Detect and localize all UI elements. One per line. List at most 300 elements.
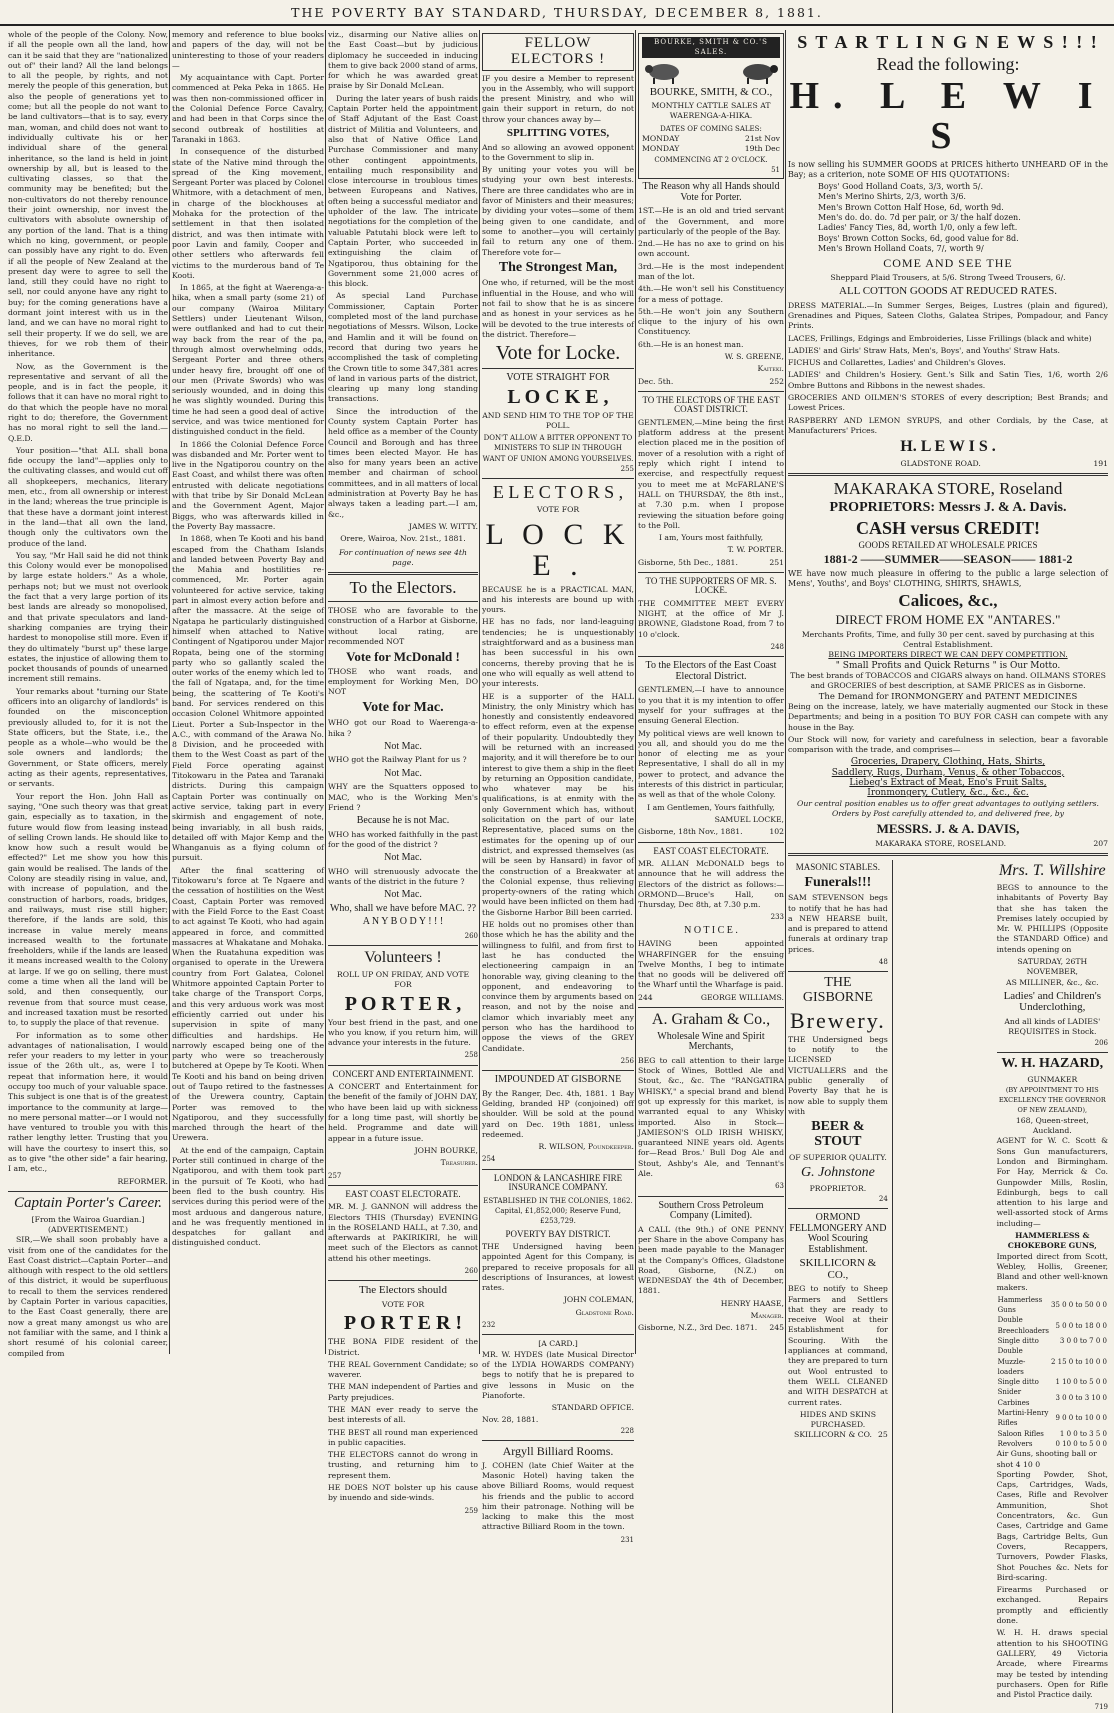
sale-date: 19th Dec: [744, 144, 780, 154]
ad-text: W. H. H. draws special attention to his SHOOTING GALLERY, 49 Victoria Arcade, where Firearms may be tested by intending purchasers. Open for Rifle and Pistol Practice daily.: [996, 1628, 1108, 1700]
gun-price-row: [997, 1295, 1108, 1316]
ad-number: 228: [620, 1426, 634, 1435]
ad-text: Our Stock will now, for variety and carefulness in selection, bear a favorable comparison with the trade, and comprises—: [788, 734, 1108, 755]
ad-headline: The Electors should: [359, 1284, 447, 1297]
ad-question: WHO has worked faithfully in the past for the good of the district ?: [328, 829, 478, 849]
bull-illustration-icon: [738, 60, 780, 84]
ad-headline: A. Graham & Co.,: [651, 1011, 771, 1029]
column-rule: [479, 30, 480, 1354]
ad-slogan: Ladies' and Children's Underclothing,: [1003, 989, 1102, 1014]
ad-question: WHO got our Road to Waerenga-a-hika ?: [328, 718, 478, 738]
ad-number: 260: [464, 931, 478, 940]
stock-line: Liebeg's Extract of Meat, Eno's Fruit Salts,: [849, 778, 1047, 789]
ad-signature: Gladstone Road.: [575, 1307, 634, 1317]
article-paragraph: After the final scattering of Titokowaru's force at Te Ngaere and the cessation of hostilities on the West Coast, Captain Porter was removed with the Field Force to the East Coast to act against Te Kooti, who had again appeared in force, and committed massacres at Whakatane and Mohaka. When the Ruatahuna expedition was organised to operate in the Urewera country from Fort Galatea, Colonel Whitmore appointed Captain Porter to take charge of the Transport Corps, and this very arduous work was most efficiently carried out under his supervision in spite of many difficulties and hardships. He narrowly escaped being one of the party who were so treacherously butchered at Opepe by Te Kooti. When Te Kooti and his band on being driven out of Taupo retired to the fastnesses of the Urewera country, Captain Porter was removed to the Ngatiporou, and they successfully marched through the heart of the Urewera.: [172, 865, 324, 1143]
ad-number: 232: [482, 1321, 496, 1330]
article-headline: Captain Porter's Career.: [13, 1194, 163, 1211]
ad-answer: Not Mac.: [384, 889, 422, 901]
ad-text: ROLL UP ON FRIDAY, AND VOTE FOR: [336, 969, 470, 990]
ad-text: One who, if returned, will be the most influential in the House, and who will not fail to show that he is as sincere and as honest in your services as he will be devoted to the true interests of the district. Therefore—: [482, 278, 634, 339]
ad-headline: To the Electors of the East Coast Electoral District.: [645, 660, 777, 682]
ad-text: (BY APPOINTMENT TO HIS EXCELLENCY THE GOVERNOR OF NEW ZEALAND),: [998, 1085, 1106, 1115]
merchant-name: MESSRS. J. & A. DAVIS,: [876, 821, 1020, 837]
ad-footer: [638, 558, 784, 568]
cattle-sale-ad: [638, 33, 784, 179]
ad-text: GENTLEMEN,—I have to announce to you that it is my intention to offer myself for your suffrages at the ensuing General Election.: [638, 685, 784, 726]
ad-headline: To the Electors.: [349, 578, 457, 598]
ad-text: BEGS to announce to the inhabitants of Poverty Bay that she has taken the Premises lately occupied by Mr. W. PHILLIPS (Opposite the STANDARD Office) and intends opening on: [996, 882, 1108, 954]
ad-number: 102: [769, 827, 784, 837]
ad-signature: G. Johnstone: [800, 1164, 875, 1180]
ad-text: I am, Yours most faithfully,: [658, 533, 764, 543]
ad-number: 719: [1094, 1703, 1108, 1712]
divider: [482, 1070, 634, 1071]
ad-headline: MAKARAKA STORE, Roseland: [833, 479, 1063, 499]
ad-signature: SKILLICORN & CO.: [794, 1430, 872, 1440]
ad-signature: T. W. PORTER.: [727, 545, 784, 555]
ad-slogan: BEER & STOUT: [811, 1119, 865, 1149]
ad-text: The best brands of TOBACCOS and CIGARS always on hand. OILMANS STORES and GROCERIES of best description, at SAME PRICES as in Gisborne.: [790, 671, 1106, 691]
ad-headline: BOURKE, SMITH, & CO.,: [649, 85, 773, 98]
article-paragraph: At the end of the campaign, Captain Porter still continued in charge of the Ngatiporou, and with them took part in the pursuit of Te Kooti, who had been fled to the bush country. His services during this period were of the most arduous and dangerous nature, and he was frequently mentioned in despatches for gallant and distinguished conduct.: [172, 1145, 324, 1248]
gun-price: 0 10 0 to 5 0 0: [1055, 1439, 1107, 1448]
ad-slogan: COME AND SEE THE: [883, 256, 1013, 271]
ad-text: Imported direct from Scott, Webley, Hollis, Greener, Bland and other well-known makers.: [996, 1251, 1108, 1292]
ad-text: HE is a supporter of the HALL Ministry, the only Ministry which has honestly and consistently endeavored to effect reform, even at the expense of their popularity. Undoubtedly they will be returned with an increased majority, and it will therefore be to our interest to give them a ship in the fleet by returning an Opposition candidate, who whatever may be his qualifications, is at enmity with the only Government which has, without solicitation on the part of our late Representative, placed sums on the estimates for the opening up of our district, and expressed themselves (as will be seen by Hansard) in favor of the construction of a Breakwater at the Colonial expense, thus relieving property-owners of the rating which would have been inflicted on them had the Gisborne Harbor Bill been carried.: [482, 691, 634, 917]
divider: [328, 945, 478, 946]
ad-text: BEING IMPORTERS DIRECT WE CAN DEFY COMPETITION.: [828, 650, 1068, 660]
ad-signature: JOHN BOURKE,: [414, 1145, 478, 1155]
ad-subheadline: SKILLICORN & CO.,: [799, 1257, 877, 1281]
ad-number: 254: [482, 1155, 496, 1164]
bottom-ads-row: [788, 860, 1108, 1713]
gun-name: Double Breechloaders: [997, 1316, 1049, 1335]
article-paragraph: In 1865, at the fight at Waerenga-a-hika, when a small party (some 21) of our company (Wairoa Military Settlers) under Lieutenant Wilson, were outflanked and had to cut their way back from the rear of the pa, through almost overwhelming odds, Sergeant Porter and three others under heavy fire, brought off one of our men (Private Swords) who was seriously wounded, and in doing this he was slightly wounded. During this time he had seen a good deal of active service, and was twice mentioned for distinguished conduct in the field.: [172, 283, 324, 437]
ad-slogan: SPLITTING VOTES,: [506, 126, 610, 139]
ad-slogan: Vote for Mac.: [362, 699, 444, 715]
divider: [482, 478, 634, 479]
ad-text: 1881-2 ——SUMMER——SEASON—— 1881-2: [823, 552, 1073, 567]
ad-slogan: DIRECT FROM HOME EX "ANTARES.": [835, 612, 1061, 628]
ad-slogan: Calicoes, &c.,: [898, 591, 998, 611]
column-4: [482, 30, 634, 1544]
masthead-title: THE POVERTY BAY STANDARD, THURSDAY, DECEMBER 8, 1881.: [291, 5, 823, 20]
divider: [8, 1191, 168, 1192]
sale-date: 21st Nov: [745, 134, 780, 144]
article-paragraph: whole of the people of the Colony. Now, if all the people own all the land, how can it be said that they are "nationalized out of" their land? All the land belongs to all the people, by rights, and not merely the people of this generation, but also the people of generations yet to come; but all the people do not want to be land cultivators—that is to say, every man, woman, and child does not want to individually cultivate his or her individual share of the general inheritance, so the land is held in joint ownership by all, but is leased to the cultivating classes, so that the community may be benefited; but the non-cultivators do not thereby renounce their joint ownership, nor invest the cultivators with absolute ownership of any portion of the land. That is a thing which no king, government, or people can possibly have any right to do. Even if all the people of New Zealand at the present day were to agree to sell the land, still they could have no right to sell, nor could anyone have any right to buy; for the coming generations have a dormant joint interest with us in the land, and we can have no moral right to sell their property. If we do sell, we are thieves, for we rob them of their inheritance.: [8, 30, 168, 359]
sale-day: MONDAY: [642, 134, 680, 144]
gun-price-table: [997, 1295, 1108, 1449]
ad-text: HIDES AND SKINS PURCHASED.: [799, 1409, 876, 1430]
sale-day: MONDAY: [642, 144, 680, 154]
ad-footer: [788, 839, 1108, 849]
ad-headline: CONCERT AND ENTERTAINMENT.: [332, 1068, 474, 1079]
article-paragraph: As special Land Purchase Commissioner, Captain Porter completed most of the land purchase negotiations of Messrs. Wilson, Locke and Hamlin and it will be found on record that during two years he accomplished the task of completing the Crown title to some 347,381 acres of land in various parts of the district, clearing up many long standing transactions.: [328, 291, 478, 404]
ad-headline: S T A R T L I N G N E W S ! ! !: [797, 32, 1099, 52]
ad-slogan: CASH versus CREDIT!: [855, 517, 1041, 538]
ad-number: 251: [769, 557, 784, 567]
gun-price-row: [997, 1408, 1108, 1429]
ad-subheadline: GUNMAKER: [1027, 1074, 1078, 1084]
ad-number: 258: [464, 1051, 478, 1060]
ad-slogan: Funerals!!!: [804, 874, 872, 890]
ad-answer: Because he is not Mac.: [356, 815, 450, 827]
divider: [638, 1007, 784, 1008]
ad-text: A CALL (the 9th.) of ONE PENNY per Share in the above Company has been made payable to the Manager at the Company's Offices, Gladstone Road, Gisborne, (N.Z.) on WEDNESDAY the 4th of December, 1881.: [638, 1224, 784, 1296]
article-paragraph: Now, as the Government is the representative and servant of all the people, and is in fact the people, it follows that it can have no moral right to do that which the people have no moral right to do; therefore, the Government has no moral right to sell the land.—Q.E.D.: [8, 361, 168, 443]
ad-text: THE REAL Government Candidate; so waverer.: [328, 1359, 478, 1380]
ad-text: HAVING been appointed WHARFINGER for the ensuing Twelve Months, I beg to intimate that no goods will be delivered off the Wharf until the Wharfage is paid.: [638, 939, 784, 990]
article-paragraph: memory and reference to blue books and papers of the day, will not be uninteresting to those of your readers—: [172, 30, 324, 70]
ad-number: 248: [770, 643, 784, 652]
ad-text: HE DOES NOT bolster up his cause by inuendo and side-winds.: [328, 1483, 478, 1503]
ad-number: 255: [620, 465, 634, 474]
article-paragraph: SIR,—We shall soon probably have a visit from one of the candidates for the East Coast district—Captain Porter—and although with respect to the old settlers of this district, it would be superfluous to recall to them the services rendered by Captain Porter in various capacities, to the East Coast generally, there are now a great many amongst us who are not familiar with the same, and I think a short resumé of his colonial career, compiled from: [8, 1235, 168, 1358]
price-quotation: Ladies' Fancy Ties, 8d, worth 1/0, only a few left.: [818, 223, 1018, 233]
ad-question: WHO got the Railway Plant for us ?: [328, 755, 467, 765]
livestock-illustrations: [642, 60, 780, 84]
ad-signature: HENRY HAASE,: [720, 1298, 784, 1308]
ad-text: VOTE FOR: [536, 505, 580, 515]
ad-text: THE BONA FIDE resident of the District.: [328, 1337, 478, 1357]
ad-text: AS MILLINER, &c., &c.: [1006, 977, 1099, 987]
ad-strip: BOURKE, SMITH & CO.'S SALES.: [642, 37, 780, 58]
ad-text: I am Gentlemen, Yours faithfully,: [647, 802, 775, 812]
ad-text: By uniting your votes you will be studying your own best interests. There are three candidates who are in favor of Ministers and their measures; by dividing your votes—some of them being given to one candidate, and some to another—you will certainly fail to return any one of them. Therefore vote for—: [482, 165, 634, 257]
gun-name: Martini-Henry Rifles: [997, 1409, 1049, 1428]
ad-number: 233: [770, 913, 784, 922]
ad-slogan: The Strongest Man,: [498, 259, 618, 275]
ad-answer: Not Mac.: [384, 767, 422, 779]
ad-number: 207: [1093, 838, 1108, 848]
ad-text: HE has no fads, nor land-leaguing tendencies; he is unquestionably straightforward and as a business man has been successful in his own concerns, thereby proving that he is one who will equally as well attend to your interests.: [482, 617, 634, 689]
ad-text: Sporting Powder, Shot, Caps, Cartridges, Wads, Cases, Rifle and Revolver Ammunition, Shot Concentrators, &c. Gun Cases, Cartridge and Game Bags, Cartridge Belts, Gun Covers, Recappers, Turnovers, Powder Flasks, Shot Pouches &c. Nets for Bird-scaring.: [996, 1469, 1108, 1582]
ad-text: MR. M. J. GANNON will address the Electors THIS (Thursday) EVENING in the ROSELAND HALL, at 7.30, and afterwards at PAKIRIKIRI, he will meet such of the Electors as cannot attend his other meetings.: [328, 1202, 478, 1263]
ad-text: LADIES' and Girls' Straw Hats, Men's, Boys', and Youths' Straw Hats.: [788, 345, 1060, 355]
ad-signature: W. S. GREENE,: [724, 352, 784, 362]
ad-text: GOODS RETAILED AT WHOLESALE PRICES: [858, 539, 1038, 550]
letter-signature: REFORMER.: [117, 1176, 168, 1186]
ad-number: 257: [328, 1171, 342, 1180]
gun-name: Double Muzzle-loaders: [997, 1347, 1026, 1376]
price-quotation: Boys' Brown Cotton Socks, 6d, good value for 8d.: [818, 233, 1019, 243]
article-paragraph: For information as to some other advantages of nationalisation, I would refer your readers to my letter in your issue of the 26th ult., as, were I to repeat that information here, it would occupy too much of your valuable space. This subject is one that is of the greatest importance to the community at large—no mere personal matter—or I would not have ventured to trouble you with this rather lengthy letter. Trusting that you will have the courtesy to insert this, so as to give "the other side" a fair hearing, I am, etc.,: [8, 1030, 168, 1174]
ad-number: 245: [769, 1323, 784, 1333]
ad-footer: [788, 1430, 888, 1440]
ad-slogan: Brewery.: [789, 1007, 886, 1033]
gun-price-row: [997, 1429, 1108, 1439]
column-6: [788, 30, 1108, 1712]
ad-text: The Demand for IRONMONGERY and PATENT MEDICINES: [818, 691, 1078, 702]
price-quotation: Men's Brown Cotton Half Hose, 6d, worth 9d.: [818, 202, 1004, 212]
ad-text: VOTE STRAIGHT FOR: [506, 373, 610, 384]
divider: [328, 1280, 478, 1281]
ad-text: Being on the increase, lately, we have materially augmented our Stock in these Departments; and being in a position TO BUY FOR CASH can compete with any house in the Bay.: [788, 701, 1108, 732]
gun-name: Revolvers: [997, 1439, 1033, 1448]
ad-headline: ORMOND FELLMONGERY AND Wool Scouring Establishment.: [789, 1212, 887, 1255]
column-rule: [785, 30, 786, 1354]
stock-line: Groceries, Drapery, Clothing, Hats, Shirts,: [850, 757, 1046, 768]
ad-signature: STANDARD OFFICE.: [551, 1403, 634, 1413]
divider: [997, 1052, 1108, 1053]
article-paragraph: My acquaintance with Capt. Porter commenced at Peka Peka in 1865. He was then non-commissioned officer in the Colonial Defence Force Cavalry, and had been in that Corps since the second outbreak of hostilities at Taranaki in 1863.: [172, 73, 324, 144]
ad-address: MAKARAKA STORE, ROSELAND.: [875, 838, 1007, 848]
ad-text: BEG to call attention to their large Stock of Wines, Bottled Ale and Stout, &c., &c. The "RANGATIRA WHISKY," a special brand and blend got up expressly for this market, is warranted equal to any Whisky imported. Also in Stock—JAMIESON'S OLD IRISH WHISKY, guaranteed NINE years old. Agents for—Read Bros.' Bull Dog Ale and Stout, Ashby's Ale, and Tennant's Ale.: [638, 1055, 784, 1179]
ad-text: SATURDAY, 26TH NOVEMBER,: [1017, 957, 1088, 977]
ad-text: THOSE who want roads, and employment for Working Men, DO NOT: [328, 666, 478, 697]
letter-signature: JAMES W. WITTY.: [408, 521, 478, 531]
ad-date: Gisborne, N.Z., 3rd Dec. 1871.: [638, 1323, 758, 1333]
article-paragraph: In consequence of the disturbed state of the Native mind through the spread of the King movement, Sergeant Porter was placed by Colonel Whitmore, with a detachment of men, in charge of the blockhouses at Mohaka for the protection of the settlement in that then isolated district, and was then intimate with poor Lavin and family, Cooper and other settlers who afterwards fell victims to the murderous band of Te Kooti.: [172, 147, 324, 280]
gun-name: Hammerless Guns: [997, 1295, 1043, 1315]
gun-price-row: [997, 1315, 1108, 1336]
ad-text: LACES, Frillings, Edgings and Embroideries, Lisse Frillings (black and white): [788, 333, 1092, 343]
ad-address: GLADSTONE ROAD.: [900, 459, 981, 469]
candidate-name: L O C K E .: [485, 517, 631, 583]
ad-text: GENTLEMEN,—Mine being the first platform address at the present election placed me in the position of mover of a resolution with a right of reply which right I intend to exercise, and respectfully request you to meet me at McFARLANE'S HALL on THURSDAY, the 8th inst., at 7.30 p.m. when I propose reviewing the situation before going to the Poll.: [638, 417, 784, 530]
ad-location: Kaiteki.: [757, 364, 784, 374]
divider: [328, 601, 478, 602]
ad-text: Capital, £1,852,000; Reserve Fund, £253,729.: [495, 1206, 621, 1226]
price-quotation: Boys' Good Holland Coats, 3/3, worth 5/.: [818, 182, 984, 192]
ad-footer: [638, 827, 784, 837]
ad-number: 51: [771, 165, 780, 174]
ad-text: 2nd.—He has no axe to grind on his own account.: [638, 239, 784, 259]
ad-text: THE COMMITTEE MEET EVERY NIGHT, at the office of Mr J. BROWNE, Gladstone Road, from 7 to 10 o'clock.: [638, 598, 784, 639]
ad-text: Sheppard Plaid Trousers, at 5/6. Strong Tweed Trousers, 6/.: [830, 272, 1066, 282]
ad-headline: [A CARD.]: [538, 1339, 578, 1349]
article-paragraph: In 1866 the Colonial Defence Force was disbanded and Mr. Porter went to live in the Ngatiporou country on the East Coast, and whilst there was often entrusted with delicate negotiations with that tribe by Sir Donald McLean and the Government Agent, Major Biggs, who was afterwards killed in the Poverty Bay massacre.: [172, 439, 324, 531]
article-paragraph: viz., disarming our Native allies on the East Coast—but by judicious diplomacy he succeeded in inducing them to give back 2000 stand of arms, for which he was awarded great praise by Sir Donald McLean.: [328, 30, 478, 91]
column-3: [328, 30, 478, 1515]
divider: [482, 1440, 634, 1441]
ad-date: Dec. 5th.: [638, 376, 674, 386]
ad-text: DATES OF COMING SALES:: [660, 124, 762, 133]
ad-headline: THE GISBORNE: [802, 975, 873, 1006]
ad-text: BECAUSE he is a PRACTICAL MAN, and his interests are bound up with yours.: [482, 584, 634, 615]
gun-name: Single ditto: [997, 1337, 1039, 1345]
price-quotation: Men's do. do. do. 7d per pair, or 3/ the half dozen.: [818, 213, 1021, 223]
ad-text: MR. ALLAN McDONALD begs to announce that he will address the Electors of the district as follows:— ORMOND—Bruce's Hall, on Thursday, Dec 8th, at 7.30 p.m.: [638, 858, 784, 910]
ad-text: VOTE FOR: [381, 1299, 425, 1309]
continuation-note: For continuation of news see 4th page.: [339, 547, 467, 567]
ad-slogan: HAMMERLESS & CHOKEBORE GUNS,: [1007, 1231, 1097, 1251]
column-rule: [892, 860, 993, 1713]
gun-price: 3 0 0 to 3 10 0: [1055, 1393, 1107, 1402]
divider: [638, 572, 784, 573]
ad-text: And so allowing an avowed opponent to the Government to slip in.: [482, 142, 634, 162]
gun-price-row: [997, 1336, 1108, 1346]
stock-list: [788, 757, 1108, 798]
ad-number: 191: [1093, 459, 1108, 469]
ad-headline: Argyll Billiard Rooms.: [502, 1444, 614, 1459]
ad-slogan: Vote for Locke.: [495, 342, 621, 365]
ad-text: 5th.—He won't join any Southern clique to the injury of his own Constituency.: [638, 306, 784, 337]
ad-question: Who, shall we have before MAC. ??: [329, 902, 477, 914]
ad-headline: MASONIC STABLES.: [795, 862, 881, 873]
article-paragraph: You say, "Mr Hall said he did not think this Colony would ever be monopolised by large estate holders." As a whole, perhaps not; but we must not overlook the fact that a very large portion of its best lands are already so monopolised, and that private speculators and land-sharking companies are trying their hardest to monopolise still more. Even if they do ultimately "burst up" these large estates, the injustice of allowing them to pocket thousands of pounds of unearned increment still remains.: [8, 550, 168, 684]
ad-number: 206: [1094, 1038, 1108, 1047]
ad-number: 24: [878, 1194, 888, 1203]
ad-footer: [638, 377, 784, 387]
ad-text: SAM STEVENSON begs to notify that he has had a NEW HEARSE built, and is prepared to attend funerals at ordinary trap prices.: [788, 893, 888, 954]
ad-date: Gisborne, 5th Dec., 1881.: [638, 557, 738, 567]
price-quotation: Men's Merino Shirts, 2/3, worth 3/6.: [818, 192, 966, 202]
ad-text: Your best friend in the past, and one who you know, if you return him, will advance your interests in the future.: [328, 1017, 478, 1048]
ad-question: WHO will strenuously advocate the wants of the district in the future ?: [328, 866, 478, 887]
ad-answer: Not Mac.: [384, 740, 422, 752]
column-1: [8, 30, 168, 1358]
column-5: [638, 30, 784, 1354]
ad-slogan: Vote for McDonald !: [346, 649, 460, 665]
ad-signature: SAMUEL LOCKE,: [714, 814, 784, 824]
ad-text: AGENT for W. C. Scott & Sons Gun manufacturers, London and Birmingham. For Hay, Merrick & Co. Gunpowder Mills, Roslin, Edinburgh, begs to call attention to his large and well-assorted stock of Arms including—: [996, 1136, 1108, 1228]
stock-line: Saddlery, Rugs, Durham, Venus, & other Tobaccos,: [831, 767, 1065, 778]
ad-headline: EAST COAST ELECTORATE.: [653, 845, 769, 856]
divider: [328, 1185, 478, 1186]
ad-text: A CONCERT and Entertainment for the benefit of the family of JOHN DAY, who have been laid up with sickness for a long time past, will shortly be held. Programme and date will appear in a future issue.: [328, 1082, 478, 1143]
ad-text: 1ST.—He is an old and tried servant of the Government, and more particularly of the people of the Bay.: [638, 206, 784, 236]
ad-number: 25: [878, 1430, 888, 1440]
article-paragraph: Your position—"that ALL shall bona fide occupy the land"—applies only to the cultivating classes, and would cut off all shopkeepers, mechanics, literary men, etc., from all ownership or interest in the land; whereas the true principle is that these have a dormant joint interest in the land—that all own the land, though only the cultivators own the produce of the land.: [8, 445, 168, 548]
ad-text: THE MAN ever ready to serve the best interests of all.: [328, 1404, 478, 1425]
article-paragraph: Your remarks about "turning our State officers into an oligarchy of landlords" is founded on the misconception previously alluded to, for it is not the State officers, but the State, i.e., the people as a whole—who would be the sole owners and landlords; the Government, or State officers, merely acting as their agents, representatives, or servants.: [8, 686, 168, 789]
divider: [482, 1169, 634, 1170]
article-paragraph: Your report the Hon. John Hall as saying, "One such theory was that great gain, especially as to taxation, in the future would flow from leasing instead of selling Crown lands. He should like to know how such a result would be effected?" Let me show you how this gain would be realised. The lands of the Colony are steadily rising in value, and, with increase of population, and the construction of harbors, roads, bridges, and railways, must rise still higher; therefore, if the lands are sold, this increase in value merely means increased wealth to the fortunate freeholders, while if the lands are leased it means increased wealth to the Colony at large. If we go on selling, there must come a time when all the land will be sold, and then consequently, our revenue from that source must cease, and increased taxation must be resorted to, to supply the place of that revenue.: [8, 791, 168, 1028]
gun-price-row: [997, 1387, 1108, 1408]
gun-price: 35 0 0 to 50 0 0: [1050, 1300, 1107, 1309]
ad-text: THE ELECTORS cannot do wrong in trusting, and returning him to represent them.: [328, 1450, 478, 1480]
divider: [788, 1208, 888, 1209]
ad-headline: EAST COAST ELECTORATE.: [345, 1188, 461, 1199]
ad-text: THE Undersigned begs to notify to the LICENSED VICTUALLERS and the public generally of Poverty Bay that he is now able to supply them with: [788, 1034, 888, 1116]
sheep-illustration-icon: [642, 60, 684, 84]
article-paragraph: During the later years of bush raids Captain Porter held the appointment of Staff Adjutant of the East Coast district of Militia and Volunteers, and also that of Native Office Land Purchase Commissioner and many other contingent appointments, entailing much responsibility and close intercourse in troublous times between Europeans and Natives, often being a successful mediator and upholder of the law. The intricate negotiations for the completion of the valuable Patutahi block were left to Captain Porter, who succeeded in extinguishing the claim of Ngatiporou, thus obtaining for the Government some 21,000 acres of this block.: [328, 93, 478, 289]
candidate-name: P O R T E R ,: [344, 992, 462, 1015]
ad-headline: POVERTY BAY DISTRICT.: [505, 1228, 611, 1239]
ad-address: 168, Queen-street, Auckland.: [1015, 1115, 1089, 1136]
ad-headline: The Reason why all Hands should Vote for Porter.: [642, 181, 780, 203]
column-rule: [635, 30, 636, 1354]
ad-number: 48: [878, 958, 888, 967]
gun-price: 5 0 0 to 18 0 0: [1055, 1321, 1107, 1330]
divider: [638, 656, 784, 657]
ad-text: And all kinds of LADIES' REQUISITES in Stock.: [1004, 1017, 1101, 1037]
divider: [638, 842, 784, 843]
ad-subheadline: Read the following:: [876, 53, 1020, 74]
sale-date-row: [642, 134, 780, 144]
ad-text: THE Undersigned having been appointed Agent for this Company, is prepared to receive proposals for all descriptions of Insurances, at lowest rates.: [482, 1241, 634, 1293]
bottom-ads-left: [788, 860, 888, 1713]
gun-price-row: [997, 1346, 1108, 1377]
ad-headline: TO THE ELECTORS OF THE EAST COAST DISTRICT.: [642, 394, 780, 415]
gun-name: Saloon Rifles: [997, 1429, 1044, 1438]
divider: [482, 368, 634, 369]
ad-text: By the Ranger, Dec. 4th, 1881. 1 Bay Gelding, branded HP (conjoined) off shoulder. Will be sold at the pound yard on Dec. 19th 1881, unless redeemed.: [482, 1088, 634, 1139]
article-advertisement-label: (ADVERTISEMENT.): [47, 1225, 129, 1234]
ad-footer: [638, 993, 784, 1003]
ad-text: DON'T ALLOW A BITTER OPPONENT TO MINISTERS TO SLIP IN THROUGH WANT OF UNION AMONG YOURSELVES.: [482, 434, 634, 463]
ad-text: ESTABLISHED IN THE COLONIES, 1862.: [483, 1196, 633, 1205]
gun-price: 3 0 0 to 7 0 0: [1059, 1337, 1107, 1345]
ad-headline: FELLOW ELECTORS !: [482, 33, 634, 71]
ad-signature: Manager.: [750, 1311, 784, 1321]
bottom-ads-right: [997, 860, 1108, 1713]
ad-subheadline: Wholesale Wine and Spirit Merchants,: [657, 1030, 765, 1053]
ad-date: Gisborne, 18th Nov., 1881.: [638, 827, 743, 837]
ad-number: 63: [775, 1182, 784, 1191]
ad-text: LADIES' and Children's Hosiery. Gent.'s Silk and Satin Ties, 1/6, worth 2/6 Ombre Buttons and Ribbons in the newest shades.: [788, 370, 1108, 390]
ad-number: 244: [638, 992, 653, 1002]
gun-price: 1 10 0 to 5 0 0: [1055, 1378, 1107, 1387]
ad-text: MONTHLY CATTLE SALES AT WAERENGA-A-HIKA.: [651, 101, 771, 121]
ad-text: My political views are well known to you all, and should you do me the honor of electing me as your Representative, I shall do all in my power to protect, and advance the interests of this district in particular, as well as that of the whole Colony.: [638, 728, 784, 800]
ad-signature: GEORGE WILLIAMS.: [700, 992, 784, 1002]
ad-number: 252: [769, 376, 784, 386]
sale-date-row: [642, 144, 780, 154]
column-2: [172, 30, 324, 1354]
ad-headline: TO THE SUPPORTERS OF MR. S. LOCKE.: [645, 576, 777, 596]
candidate-name: P O R T E R !: [343, 1312, 463, 1335]
ad-answer: A N Y B O D Y ! ! !: [362, 916, 444, 928]
gun-price-row: [997, 1377, 1108, 1387]
ad-text: AND SEND HIM TO THE TOP OF THE POLL.: [482, 410, 634, 430]
ad-headline: Volunteers !: [364, 949, 442, 967]
gun-price: 9 0 0 to 10 0 0: [1055, 1414, 1107, 1423]
ad-text: OF SUPERIOR QUALITY.: [788, 1152, 887, 1162]
ad-signature: Treasurer.: [440, 1158, 478, 1168]
ad-text: 4th.—He won't sell his Constituency for a mess of pottage.: [638, 284, 784, 304]
divider: [328, 572, 478, 575]
gun-price: 2 15 0 to 10 0 0: [1050, 1357, 1107, 1366]
ad-text: HE holds out no promises other than those which he has the ability and the willingness to fulfil, and from first to last he has conducted the electioneering campaign in an honorable way, giving cleaning to the opponent, and endeavoring to convince them by arguments based on reason, and not by the noise and clamor which invariably meet any person who has the hardihood to oppose the views of the GREY Candidate.: [482, 920, 634, 1053]
ad-answer: Not Mac.: [384, 852, 422, 864]
ad-text: RASPBERRY AND LEMON SYRUPS, and other Cordials, by the Case, at Manufacturers' Prices.: [788, 415, 1108, 435]
article-source: [From the Wairoa Guardian.]: [31, 1214, 145, 1224]
ad-headline: W. H. HAZARD,: [1001, 1055, 1104, 1071]
ad-text: " Small Profits and Quick Returns " is Our Motto.: [835, 660, 1061, 671]
ad-headline: IMPOUNDED AT GISBORNE: [494, 1074, 622, 1086]
price-quotation-list: [788, 182, 1108, 254]
ad-text: PROPRIETOR.: [809, 1183, 867, 1193]
article-paragraph: In 1868, when Te Kooti and his band escaped from the Chatham Islands and landed between Poverty Bay and the Mahia and hostilities re-commenced, Mr. Porter again volunteered for active service, taking part in almost every action before and after the massacre. At the seige of Ngatapa he particularly distinguished himself when attached to Native Contingent of Ngatiporou under Major Ropata, being one of the storming party who so gallantly scaled the outer works of the enemy which led to the fall of Ngatapa, and, for the time being, the scattering of Te Kooti's band. For services rendered on this occasion Colonel Whitmore appointed Lieut. Porter a Sub-Inspector in the A.C., with command of the Arawa No. 8 Division, and he proceeded with them to the West Coast as part of the Field Force operating against Titokowaru in the Patea and Taranaki districts. During this campaign Captain Porter was continually on active service, taking part in every skirmish and engagement of note, being invariably, in all bush raids, detailed off with Major Kemp and the Whanganuis as a flying column of pursuit.: [172, 534, 324, 863]
ad-number: 259: [464, 1506, 478, 1515]
ad-text: Is now selling his SUMMER GOODS at PRICES hitherto UNHEARD OF in the Bay; as a criterion, note SOME OF HIS QUOTATIONS:: [788, 159, 1108, 179]
ad-headline: N O T I C E .: [684, 924, 738, 936]
ad-text: THOSE who are favorable to the construction of a Harbor at Gisborne, without local rating, are recommended NOT: [328, 605, 478, 646]
column-rule: [169, 30, 170, 1354]
ad-text: 3rd.—He is the most independent man of the lot.: [638, 261, 784, 281]
ad-headline: Mrs. T. Willshire: [998, 862, 1106, 880]
ad-number: 256: [620, 1056, 634, 1065]
divider: [482, 1334, 634, 1335]
ad-text: BEG to notify to Sheep Farmers and Settlers that they are ready to receive Wool at their Establishment for Scouring. With the appliances at command, they are prepared to turn out Wool entrusted to them WELL CLEANED and WITH DESPATCH at current rates.: [788, 1284, 888, 1407]
stock-line: Ironmongery, Cutlery, &c., &c., &c.: [867, 788, 1029, 799]
ad-text: 6th.—He is an honest man.: [638, 339, 744, 349]
ad-text: WE have now much pleasure in offering to the public a large selection of Mens', Youths', and Boys' CLOTHING, SHIRTS, SHAWLS,: [788, 568, 1108, 589]
ad-headline: Southern Cross Petroleum Company (Limited).: [658, 1199, 764, 1222]
divider: [788, 971, 888, 972]
ad-date: Nov. 28, 1881.: [482, 1415, 539, 1425]
divider: [788, 473, 1108, 476]
masthead: [0, 4, 1114, 26]
candidate-name: L O C K E ,: [507, 385, 609, 408]
ad-text: DRESS MATERIAL.—In Summer Serges, Beiges, Lustres (plain and figured), Grenadines and Piques, Sateen Cloths, Galatea Stripes, Pompadour, and Fancy Prints.: [788, 300, 1108, 331]
article-paragraph: Since the introduction of the County system Captain Porter has held office as a member of the County Council and Borough and has three times been elected Mayor. He has also for many years been an active member and chairman of school committees, and in all matters of local administration at Poverty Bay he has always taken a leading part.—I am, &c.,: [328, 406, 478, 519]
ad-footer: [788, 459, 1108, 469]
divider: [638, 391, 784, 392]
gun-price: 1 0 0 to 3 5 0: [1059, 1429, 1107, 1438]
